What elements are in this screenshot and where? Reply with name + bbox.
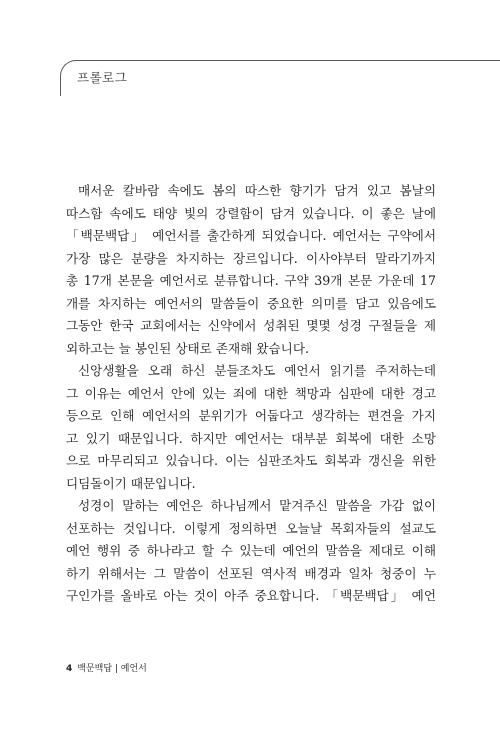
text-line: 신앙생활을 오래 하신 분들조차도 예언서 읽기를 주저하는데 [78, 363, 436, 378]
text-line: 구인가를 올바로 아는 것이 아주 중요합니다. 「백문백답」 예언 [66, 588, 436, 603]
text-line: 가장 많은 분량을 차지하는 장르입니다. 이사야부터 말라기까지 [66, 250, 436, 266]
running-title: 백문백답 | 예언서 [77, 664, 147, 674]
page-number: 4 [66, 664, 73, 674]
text-line: 고 있기 때문입니다. 하지만 예언서는 대부분 회복에 대한 소망 [66, 430, 436, 446]
text-line: 선포하는 것입니다. 이렇게 정의하면 오늘날 목회자들의 설교도 [66, 520, 436, 536]
text-line: 개를 차지하는 예언서의 말씀들이 중요한 의미를 담고 있음에도 [66, 295, 436, 311]
text-line: 예언 행위 중 하나라고 할 수 있는데 예언의 말씀을 제대로 이해 [66, 543, 436, 558]
text-line: 따스함 속에도 태양 빛의 강렬함이 담겨 있습니다. 이 좋은 날에 [66, 205, 436, 221]
text-line: 외하고는 늘 봉인된 상태로 존재해 왔습니다. [66, 340, 309, 356]
paragraph [66, 360, 436, 495]
text-line: 등으로 인해 예언서의 분위기가 어둡다고 생각하는 편견을 가지 [66, 408, 436, 423]
text-line: 총 17개 본문을 예언서로 분류합니다. 구약 39개 본문 가운데 17 [66, 273, 436, 288]
paragraph [66, 495, 436, 608]
text-line: 그 이유는 예언서 안에 있는 죄에 대한 책망과 심판에 대한 경고 [66, 385, 436, 401]
body-text [66, 180, 436, 608]
text-line: 으로 마무리되고 있습니다. 이는 심판조차도 회복과 갱신을 위한 [66, 453, 436, 468]
text-line: 디딤돌이기 때문입니다. [66, 475, 196, 491]
text-line: 하기 위해서는 그 말씀이 선포된 역사적 배경과 일차 청중이 누 [66, 565, 436, 581]
page-footer [66, 661, 147, 674]
text-line: 매서운 칼바람 속에도 봄의 따스한 향기가 담겨 있고 봄날의 [78, 183, 436, 198]
section-header-frame [60, 60, 500, 96]
section-title: 프롤로그 [77, 70, 128, 85]
text-line: 「백문백답」 예언서를 출간하게 되었습니다. 예언서는 구약에서 [66, 228, 436, 243]
paragraph [66, 180, 436, 360]
text-line: 그동안 한국 교회에서는 신약에서 성취된 몇몇 성경 구절들을 제 [66, 318, 436, 333]
text-line: 성경이 말하는 예언은 하나님께서 맡겨주신 말씀을 가감 없이 [78, 498, 436, 513]
